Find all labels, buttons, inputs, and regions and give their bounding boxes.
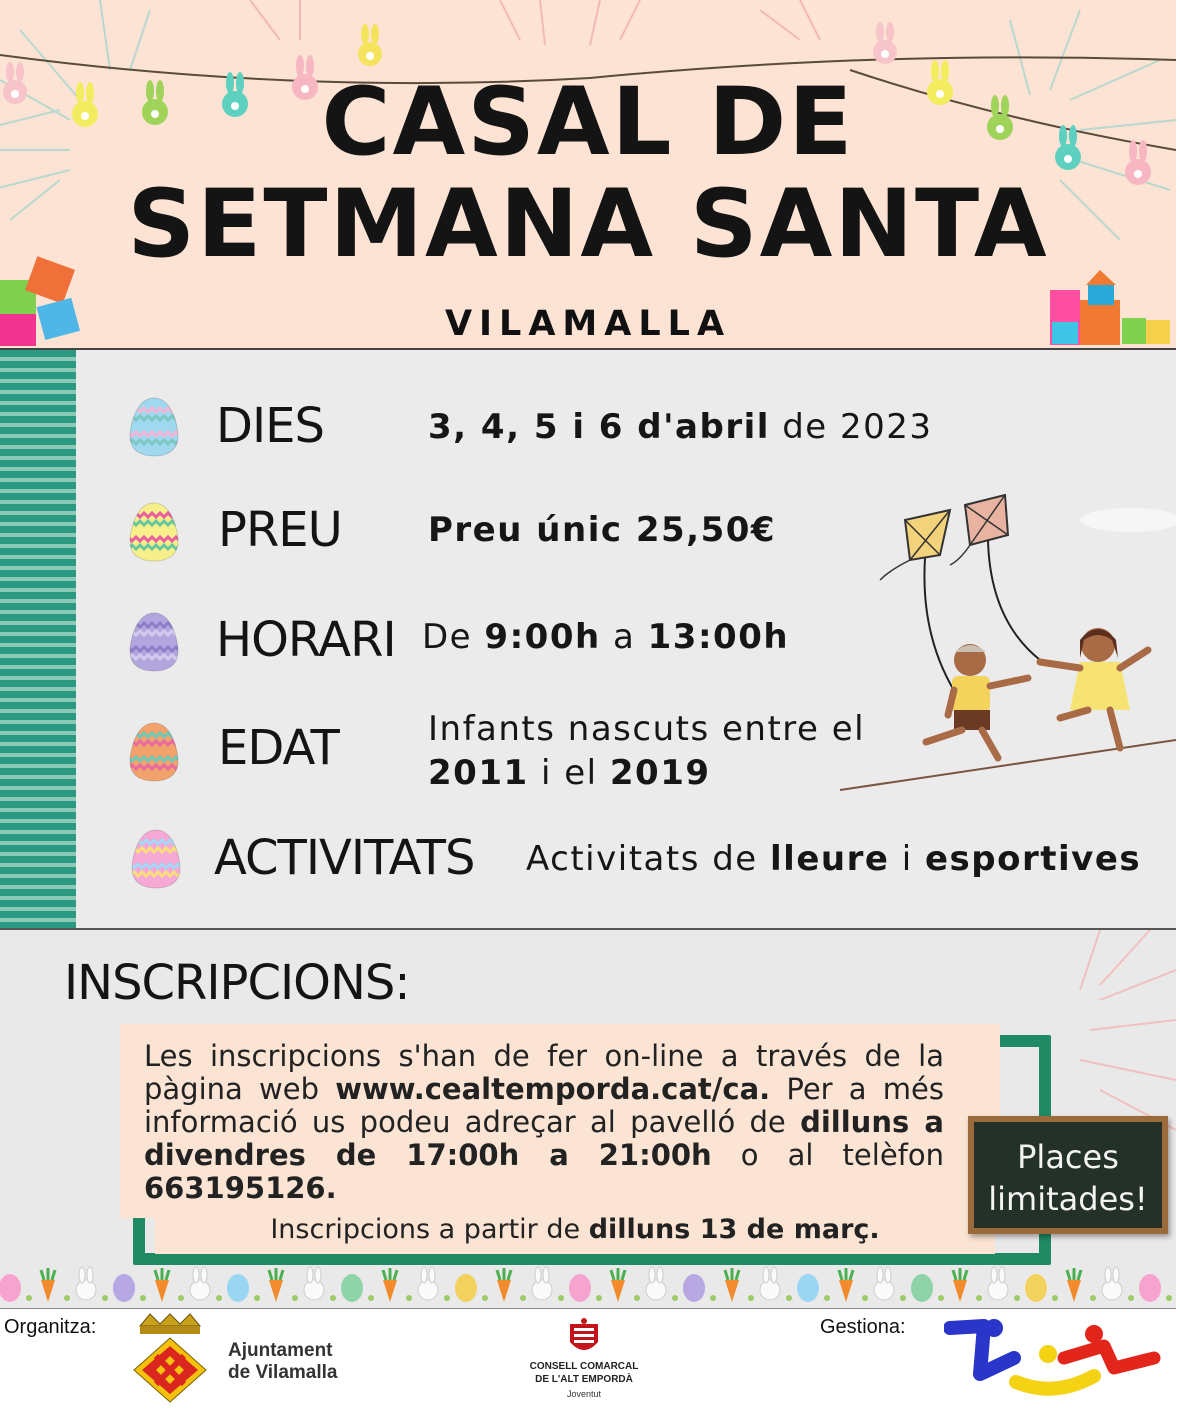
horari-value-end: 13:00h xyxy=(647,617,790,657)
title-line-1: CASAL DE xyxy=(321,68,855,177)
row-label-edat: EDAT xyxy=(218,720,339,776)
insc-text-3: o al telèfon xyxy=(711,1138,944,1172)
row-value-dies xyxy=(428,407,933,447)
dies-value-rest: de 2023 xyxy=(769,407,933,447)
gestor-logo-icon xyxy=(944,1318,1164,1396)
activitats-value-pre: Activitats de xyxy=(526,839,771,879)
places-line-2: limitades! xyxy=(988,1180,1148,1218)
organitza-label: Organitza: xyxy=(4,1316,97,1338)
ajuntament-line-1: Ajuntament xyxy=(228,1340,333,1361)
egg-icon xyxy=(128,611,180,673)
row-label-dies: DIES xyxy=(216,398,324,454)
gestiona-label: Gestiona: xyxy=(820,1316,906,1338)
ajuntament-line-2: de Vilamalla xyxy=(228,1362,338,1383)
easter-garland xyxy=(0,1262,1180,1308)
header xyxy=(0,0,1176,350)
edat-value-mid: i el xyxy=(528,753,610,793)
vilamalla-coat-of-arms-icon xyxy=(130,1312,210,1404)
insc-hours: dilluns a divendres de 17:00h a 21:00h xyxy=(144,1105,944,1172)
egg-icon xyxy=(130,828,182,890)
row-value-activitats xyxy=(526,839,1141,879)
places-text xyxy=(974,1136,1162,1220)
inscriptions-text xyxy=(144,1040,944,1205)
horari-value-start: 9:00h xyxy=(484,617,601,657)
insc-text-1: Les inscripcions s'han de fer on-line a través de la pàgina web xyxy=(144,1039,944,1106)
row-value-edat-line2 xyxy=(428,753,711,793)
striped-border xyxy=(0,350,76,930)
row-value-horari xyxy=(422,617,789,657)
row-value-edat-line1: Infants nascuts entre el xyxy=(428,709,866,749)
activitats-value-leisure: lleure xyxy=(770,839,890,879)
egg-icon xyxy=(128,396,180,458)
activitats-value-sports: esportives xyxy=(925,839,1142,879)
egg-icon xyxy=(128,501,180,563)
dies-value-bold: 3, 4, 5 i 6 d'abril xyxy=(428,407,770,447)
preu-value-bold: Preu únic 25,50€ xyxy=(428,510,777,550)
kids-with-kites-illustration xyxy=(830,490,1176,800)
places-limitades-chalkboard xyxy=(968,1116,1168,1234)
row-label-horari: HORARI xyxy=(216,612,396,668)
egg-icon xyxy=(128,721,180,783)
row-value-preu xyxy=(428,510,776,550)
insc-url[interactable]: www.cealtemporda.cat/ca. xyxy=(335,1072,771,1106)
subtitle: VILAMALLA xyxy=(444,304,732,344)
title-line-2: SETMANA SANTA xyxy=(127,170,1049,279)
horari-value-mid: a xyxy=(600,617,648,657)
insc-note-pre: Inscripcions a partir de xyxy=(270,1214,589,1245)
insc-note-date: dilluns 13 de març. xyxy=(588,1214,880,1245)
consell-comarcal-logo-icon xyxy=(566,1318,602,1360)
inscriptions-title: INSCRIPCIONS: xyxy=(64,955,410,1011)
insc-text-2: Per a més informació us podeu adreçar al pavelló de xyxy=(144,1072,944,1139)
horari-value-pre: De xyxy=(422,617,485,657)
places-line-1: Places xyxy=(1017,1138,1119,1176)
inscriptions-note xyxy=(155,1214,995,1245)
edat-value-end: 2019 xyxy=(609,753,711,793)
row-label-activitats: ACTIVITATS xyxy=(214,830,475,886)
edat-value-start: 2011 xyxy=(428,753,529,793)
row-label-preu: PREU xyxy=(218,502,342,558)
footer-divider xyxy=(0,1308,1176,1309)
activitats-value-mid: i xyxy=(889,839,925,879)
consell-line-3: Joventut xyxy=(566,1389,602,1399)
consell-line-2: DE L'ALT EMPORDÀ xyxy=(535,1374,633,1385)
consell-line-1: CONSELL COMARCAL xyxy=(529,1361,639,1372)
insc-phone: 663195126. xyxy=(144,1171,337,1205)
